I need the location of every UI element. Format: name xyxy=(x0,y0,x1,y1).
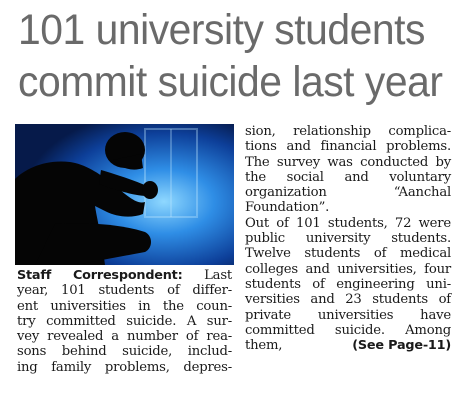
text-line: sons behind suicide, includ- xyxy=(17,344,232,360)
text-line: colleges and universities, four xyxy=(245,261,451,277)
headline-line-2: commit suicide last year xyxy=(18,58,443,106)
text-line: The survey was conducted by xyxy=(245,154,451,170)
text-line: versities and 23 students of xyxy=(245,292,451,308)
text-line: committed suicide. Among xyxy=(245,322,451,338)
text-line: year, 101 students of differ- xyxy=(17,283,232,299)
person-silhouette-grieving-image xyxy=(15,124,234,265)
text-line: Twelve students of medical xyxy=(245,246,451,262)
text-line: ent universities in the coun- xyxy=(17,298,232,314)
text-line: sion, relationship complica- xyxy=(245,124,451,139)
text-line: students of engineering uni- xyxy=(245,276,451,292)
text-line: the social and voluntary xyxy=(245,169,451,185)
text-line: Staff Correspondent: Last xyxy=(17,268,232,283)
article-photo xyxy=(15,124,234,265)
text-line: Foundation”. xyxy=(245,200,330,216)
article-column-left xyxy=(17,268,232,375)
text-line: tions and financial problems. xyxy=(245,139,451,155)
byline: Staff Correspondent: xyxy=(17,268,183,283)
text-line: vey revealed a number of rea- xyxy=(17,329,232,345)
see-page-link[interactable]: (See Page-11) xyxy=(352,338,451,354)
text-line: them, (See Page-11) xyxy=(245,338,451,354)
headline-line-1: 101 university students xyxy=(18,6,425,54)
text-line: try committed suicide. A sur- xyxy=(17,313,232,329)
article-column-right xyxy=(245,124,451,353)
text-line: private universities have xyxy=(245,307,451,323)
headline xyxy=(18,4,443,108)
text-line: public university students. xyxy=(245,231,451,247)
text-line: Out of 101 students, 72 were xyxy=(245,215,451,231)
text-line: ing family problems, depres- xyxy=(17,359,232,375)
text-line: organization “Aanchal xyxy=(245,185,451,201)
